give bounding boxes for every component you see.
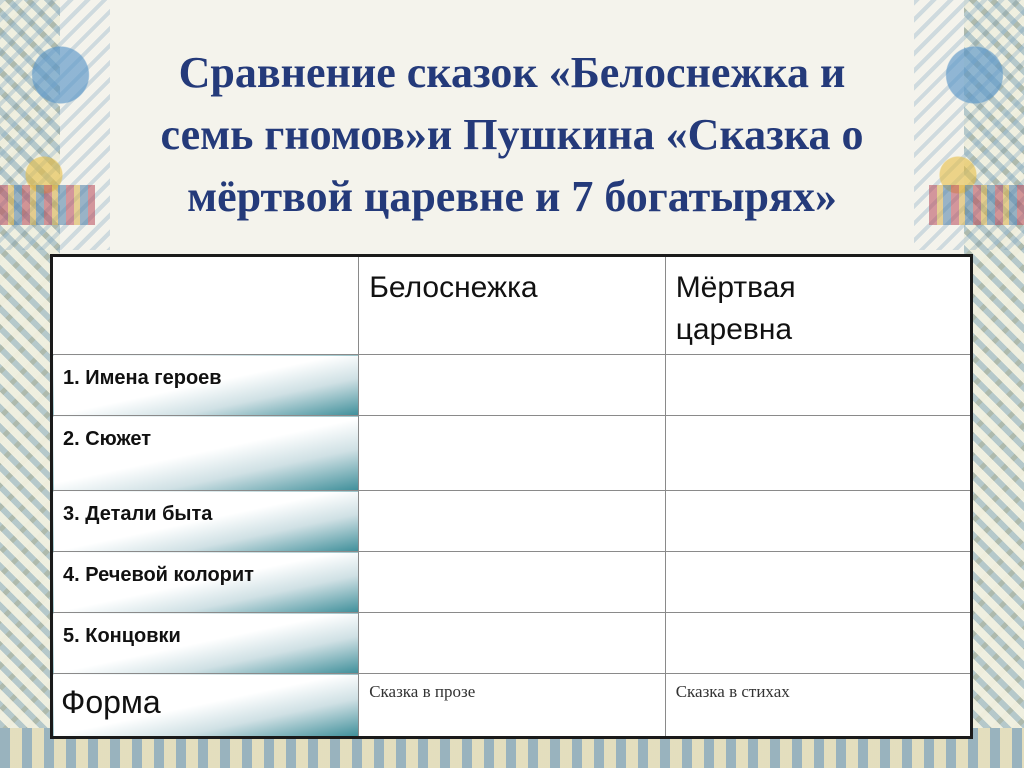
table-row	[52, 355, 972, 416]
header-empty-cell	[52, 256, 359, 355]
cell-text	[666, 416, 970, 424]
row-label-form: Форма	[61, 684, 161, 720]
header-corner-text	[53, 257, 358, 307]
row-label-cell	[52, 355, 359, 416]
cell-text	[359, 491, 664, 499]
cell-text	[666, 491, 970, 499]
header-dead-princess-line-1: Мёртвая	[675, 271, 796, 304]
row-label: 1. Имена героев	[63, 367, 222, 389]
slide-title	[80, 42, 944, 228]
cell-text	[359, 613, 664, 621]
table-row	[52, 491, 972, 552]
row-label-cell	[52, 491, 359, 552]
table-row	[52, 613, 972, 674]
table-cell[interactable]	[665, 355, 971, 416]
cell-text-prose: Сказка в прозе	[369, 682, 476, 701]
table-row	[52, 552, 972, 613]
cell-text	[666, 613, 970, 621]
row-label: 2. Сюжет	[63, 428, 152, 450]
table-cell[interactable]	[359, 355, 665, 416]
table-row	[52, 416, 972, 491]
header-snow-white-label: Белоснежка	[369, 271, 538, 304]
cell-text	[359, 552, 664, 560]
header-snow-white	[359, 256, 665, 355]
comparison-table	[50, 254, 973, 739]
table-cell[interactable]	[665, 552, 971, 613]
table-cell[interactable]	[665, 674, 971, 738]
row-label-cell	[52, 416, 359, 491]
title-line-2: семь гномов»и Пушкина «Сказка о	[160, 110, 864, 159]
table-cell[interactable]	[359, 613, 665, 674]
cell-text	[359, 355, 664, 363]
row-label-cell	[52, 613, 359, 674]
row-label-cell	[52, 552, 359, 613]
table-cell[interactable]	[665, 416, 971, 491]
cell-text	[666, 355, 970, 363]
table-cell[interactable]	[359, 491, 665, 552]
cell-text-verse: Сказка в стихах	[675, 682, 790, 701]
title-line-1: Сравнение сказок «Белоснежка и	[178, 48, 846, 97]
cell-text	[359, 416, 664, 424]
cell-text	[666, 552, 970, 560]
table-header-row	[52, 256, 972, 355]
table-cell[interactable]	[359, 674, 665, 738]
table-cell[interactable]	[359, 416, 665, 491]
row-label: 3. Детали быта	[63, 503, 213, 525]
row-label: 5. Концовки	[63, 625, 181, 647]
row-label-cell	[52, 674, 359, 738]
table-cell[interactable]	[665, 491, 971, 552]
title-line-3: мёртвой царевне и 7 богатырях»	[187, 172, 837, 221]
table-row	[52, 674, 972, 738]
header-dead-princess-label	[666, 257, 970, 351]
table-cell[interactable]	[665, 613, 971, 674]
header-dead-princess-line-2: царевна	[675, 313, 793, 346]
row-label: 4. Речевой колорит	[63, 564, 254, 586]
table-cell[interactable]	[359, 552, 665, 613]
header-dead-princess	[665, 256, 971, 355]
